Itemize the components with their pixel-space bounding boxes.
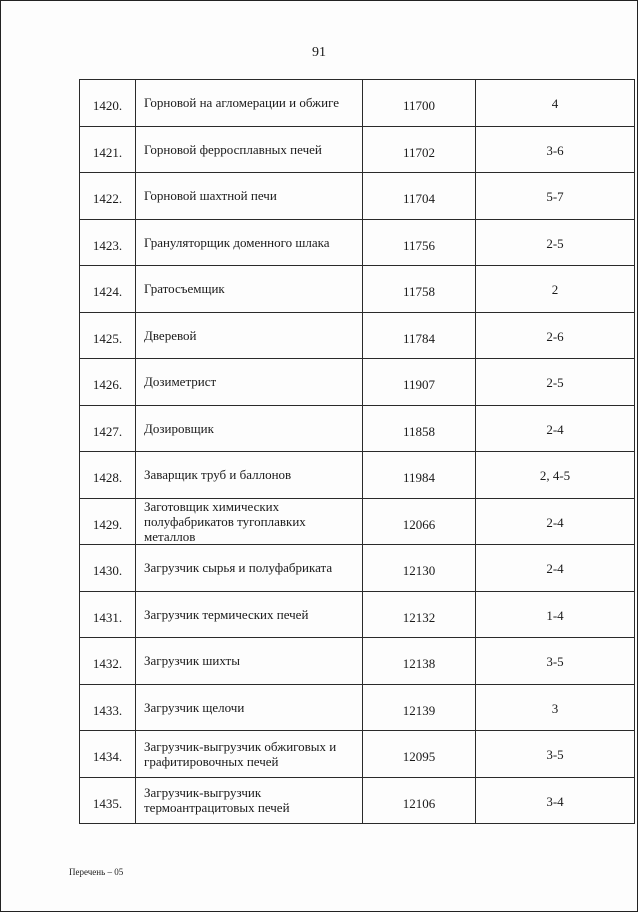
row-number: 1427. xyxy=(80,405,136,452)
row-number: 1431. xyxy=(80,591,136,638)
profession-code: 11984 xyxy=(363,452,476,499)
profession-name: Заварщик труб и баллонов xyxy=(136,452,363,499)
table-row xyxy=(80,638,635,685)
row-number: 1421. xyxy=(80,126,136,173)
table-row xyxy=(80,405,635,452)
footer-note: Перечень – 05 xyxy=(69,867,124,877)
grade-range: 2-5 xyxy=(476,219,635,266)
grade-range: 5-7 xyxy=(476,173,635,220)
profession-name: Загрузчик щелочи xyxy=(136,684,363,731)
row-number: 1432. xyxy=(80,638,136,685)
profession-code: 11704 xyxy=(363,173,476,220)
profession-code: 11907 xyxy=(363,359,476,406)
grade-range: 2-6 xyxy=(476,312,635,359)
grade-range: 2, 4-5 xyxy=(476,452,635,499)
grade-range: 1-4 xyxy=(476,591,635,638)
table-row xyxy=(80,80,635,127)
grade-range: 3-4 xyxy=(476,777,635,824)
table-row xyxy=(80,545,635,592)
profession-code: 11700 xyxy=(363,80,476,127)
profession-code: 12095 xyxy=(363,731,476,778)
grade-range: 3-6 xyxy=(476,126,635,173)
table-row xyxy=(80,359,635,406)
table-row xyxy=(80,126,635,173)
row-number: 1424. xyxy=(80,266,136,313)
table-row xyxy=(80,498,635,545)
profession-name: Гратосъемщик xyxy=(136,266,363,313)
profession-code: 11858 xyxy=(363,405,476,452)
profession-name: Горновой на агломерации и обжиге xyxy=(136,80,363,127)
grade-range: 3 xyxy=(476,684,635,731)
profession-code: 11756 xyxy=(363,219,476,266)
profession-code: 11784 xyxy=(363,312,476,359)
profession-code: 12132 xyxy=(363,591,476,638)
table-row xyxy=(80,591,635,638)
grade-range: 2-4 xyxy=(476,545,635,592)
table-row xyxy=(80,452,635,499)
profession-name: Горновой шахтной печи xyxy=(136,173,363,220)
row-number: 1422. xyxy=(80,173,136,220)
row-number: 1433. xyxy=(80,684,136,731)
row-number: 1434. xyxy=(80,731,136,778)
grade-range: 2-5 xyxy=(476,359,635,406)
profession-code: 12066 xyxy=(363,498,476,545)
profession-name: Загрузчик термических печей xyxy=(136,591,363,638)
profession-code: 12130 xyxy=(363,545,476,592)
profession-name: Грануляторщик доменного шлака xyxy=(136,219,363,266)
profession-name: Загрузчик-выгрузчик обжиговых и графитировочных печей xyxy=(136,731,363,778)
grade-range: 3-5 xyxy=(476,638,635,685)
grade-range: 4 xyxy=(476,80,635,127)
grade-range: 2-4 xyxy=(476,405,635,452)
profession-name: Дозировщик xyxy=(136,405,363,452)
profession-code: 11758 xyxy=(363,266,476,313)
row-number: 1420. xyxy=(80,80,136,127)
profession-code: 12139 xyxy=(363,684,476,731)
table-row xyxy=(80,777,635,824)
row-number: 1428. xyxy=(80,452,136,499)
table-row xyxy=(80,731,635,778)
row-number: 1425. xyxy=(80,312,136,359)
profession-name: Дверевой xyxy=(136,312,363,359)
profession-name: Дозиметрист xyxy=(136,359,363,406)
profession-code: 11702 xyxy=(363,126,476,173)
profession-name: Горновой ферросплавных печей xyxy=(136,126,363,173)
table-row xyxy=(80,684,635,731)
row-number: 1430. xyxy=(80,545,136,592)
grade-range: 2-4 xyxy=(476,498,635,545)
profession-name: Загрузчик-выгрузчик термоантрацитовых печей xyxy=(136,777,363,824)
row-number: 1429. xyxy=(80,498,136,545)
profession-name: Заготовщик химических полуфабрикатов тугоплавких металлов xyxy=(136,498,363,545)
row-number: 1423. xyxy=(80,219,136,266)
table-row xyxy=(80,312,635,359)
table-row xyxy=(80,266,635,313)
table-row xyxy=(80,173,635,220)
profession-code: 12106 xyxy=(363,777,476,824)
profession-code: 12138 xyxy=(363,638,476,685)
page-number: 91 xyxy=(312,45,326,60)
profession-name: Загрузчик сырья и полуфабриката xyxy=(136,545,363,592)
grade-range: 2 xyxy=(476,266,635,313)
professions-table xyxy=(79,79,635,824)
row-number: 1426. xyxy=(80,359,136,406)
table-row xyxy=(80,219,635,266)
profession-name: Загрузчик шихты xyxy=(136,638,363,685)
grade-range: 3-5 xyxy=(476,731,635,778)
row-number: 1435. xyxy=(80,777,136,824)
